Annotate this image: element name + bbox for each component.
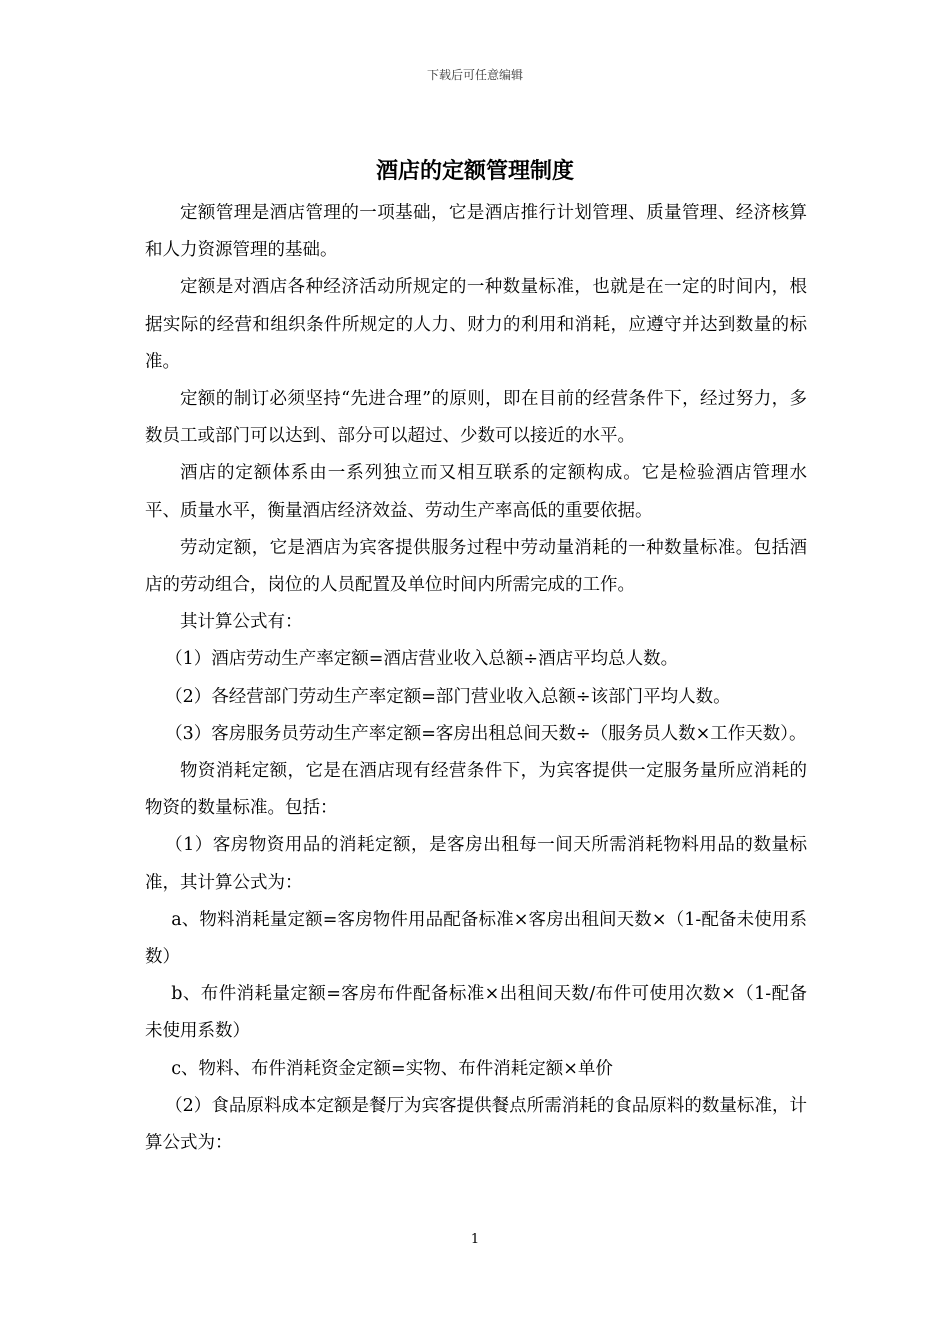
paragraph: 劳动定额，它是酒店为宾客提供服务过程中劳动量消耗的一种数量标准。包括酒店的劳动组合，岗位的人员配置及单位时间内所需完成的工作。 <box>145 537 807 596</box>
formula-item: （2）食品原料成本定额是餐厅为宾客提供餐点所需消耗的食品原料的数量标准，计算公式为： <box>145 1095 807 1154</box>
formula-item: （1）酒店劳动生产率定额=酒店营业收入总额÷酒店平均总人数。 <box>165 649 679 670</box>
paragraph: 定额管理是酒店管理的一项基础，它是酒店推行计划管理、质量管理、经济核算和人力资源管理的基础。 <box>145 203 807 261</box>
paragraph: 酒店的定额体系由一系列独立而又相互联系的定额构成。它是检验酒店管理水平、质量水平，衡量酒店经济效益、劳动生产率高低的重要依据。 <box>145 463 807 521</box>
document-title: 酒店的定额管理制度 <box>375 158 574 184</box>
page-number: 1 <box>470 1232 480 1247</box>
paragraph: 其计算公式有： <box>180 612 303 633</box>
formula-item: （2）各经营部门劳动生产率定额=部门营业收入总额÷该部门平均人数。 <box>165 686 731 707</box>
page-header: 下载后可任意编辑 <box>426 68 523 82</box>
formula-item: （3）客房服务员劳动生产率定额=客房出租总间天数÷（服务员人数×工作天数）。 <box>165 723 807 744</box>
document-body <box>145 195 807 1162</box>
formula-item: b、布件消耗量定额=客房布件配备标准×出租间天数/布件可使用次数×（1-配备未使用系数） <box>145 984 807 1042</box>
formula-item: （1）客房物资用品的消耗定额，是客房出租每一间天所需消耗物料用品的数量标准，其计算公式为： <box>145 835 807 893</box>
formula-item: a、物料消耗量定额=客房物件用品配备标准×客房出租间天数×（1-配备未使用系数） <box>145 909 807 968</box>
paragraph: 物资消耗定额，它是在酒店现有经营条件下，为宾客提供一定服务量所应消耗的物资的数量标准。包括： <box>145 761 807 819</box>
paragraph: 定额的制订必须坚持“先进合理”的原则，即在目前的经营条件下，经过努力，多数员工或部门可以达到、部分可以超过、少数可以接近的水平。 <box>145 389 807 447</box>
formula-item: c、物料、布件消耗资金定额=实物、布件消耗定额×单价 <box>171 1058 613 1079</box>
paragraph: 定额是对酒店各种经济活动所规定的一种数量标准，也就是在一定的时间内，根据实际的经营和组织条件所规定的人力、财力的利用和消耗，应遵守并达到数量的标准。 <box>145 277 807 372</box>
